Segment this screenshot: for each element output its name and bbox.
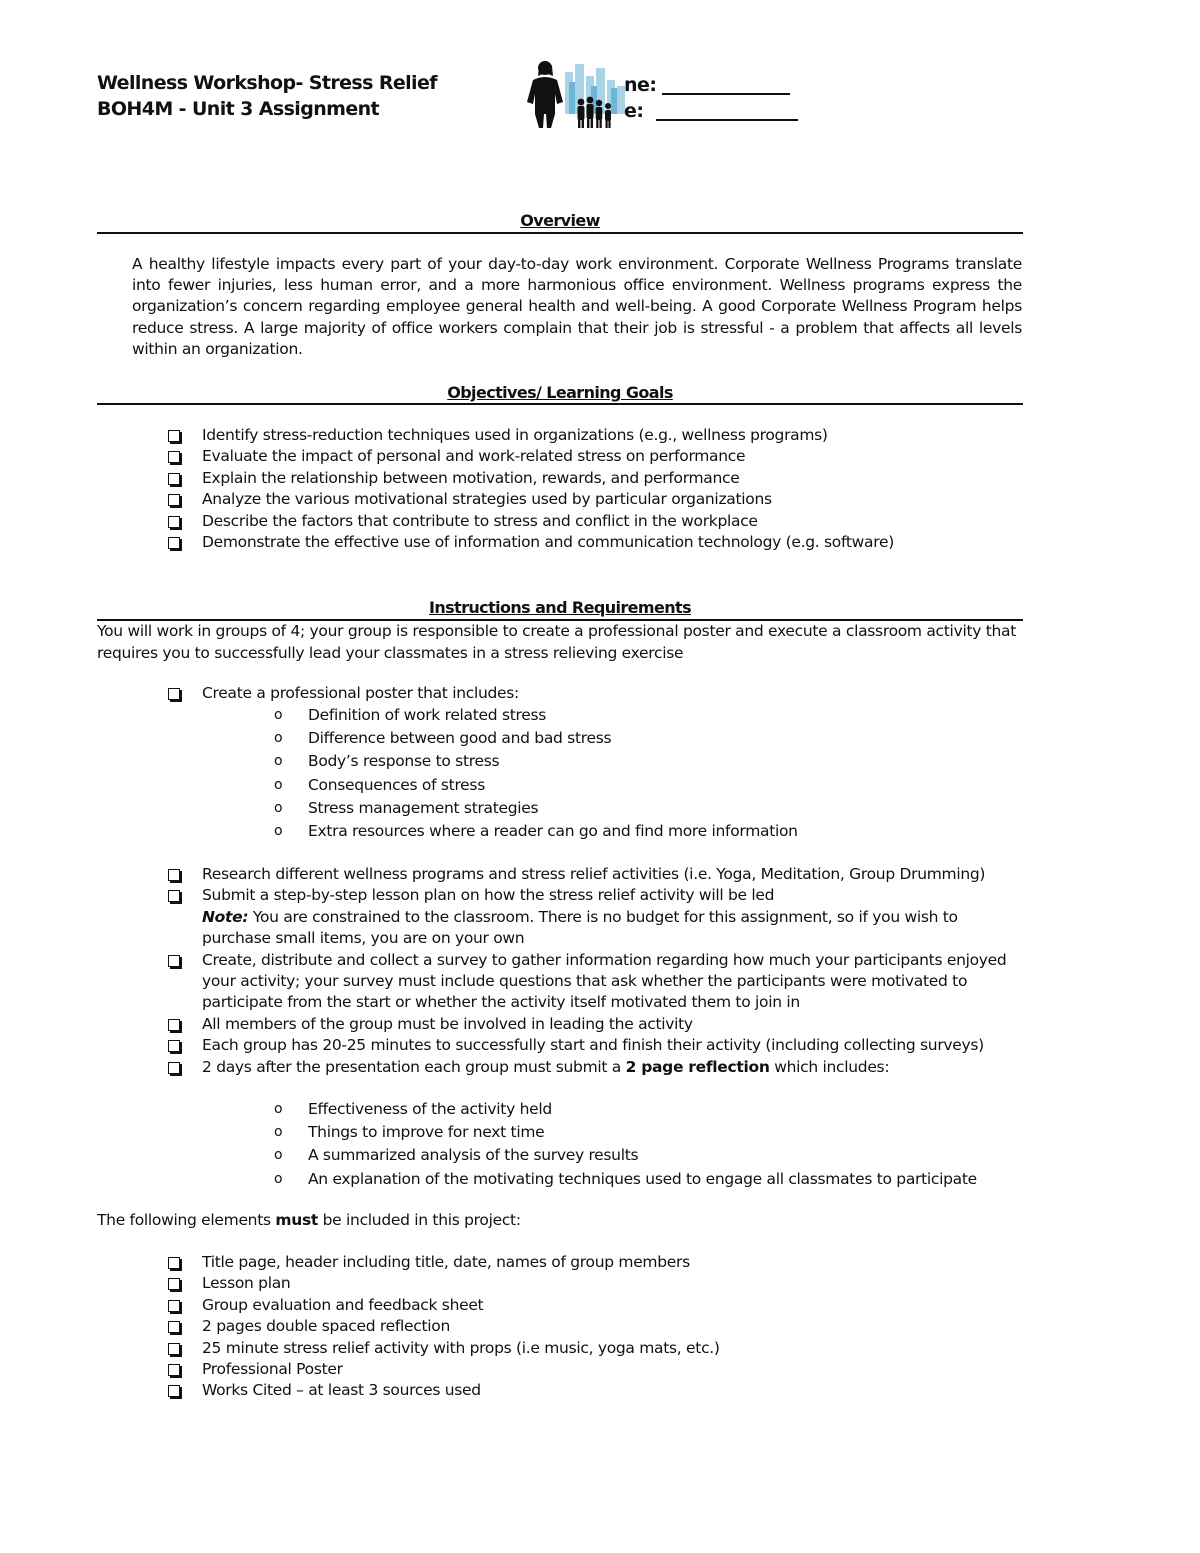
list-item: Create, distribute and collect a survey to gather information regarding how much your participants enjoyed your activity; your survey must include questions that ask whether the participants were motivated to participate from the start or whether the activity itself motivated them to join in [168, 950, 1030, 1014]
checkbox-icon[interactable] [168, 430, 180, 442]
list-item: Identify stress-reduction techniques used in organizations (e.g., wellness programs) [168, 425, 894, 446]
bullet-icon: o [274, 799, 283, 816]
list-item: o A summarized analysis of the survey results [274, 1144, 977, 1167]
list-item: Describe the factors that contribute to stress and conflict in the workplace [168, 511, 894, 532]
list-item: o Body’s response to stress [274, 750, 798, 773]
date-field-label: e: [624, 100, 644, 122]
list-item: o Definition of work related stress [274, 704, 798, 727]
list-item: Title page, header including title, date, names of group members [168, 1252, 720, 1273]
checkbox-icon[interactable] [168, 890, 180, 902]
reflection-subitems [274, 1098, 977, 1191]
poster-subitems [274, 704, 798, 843]
checkbox-icon[interactable] [168, 516, 180, 528]
list-item: o An explanation of the motivating techniques used to engage all classmates to participate [274, 1168, 977, 1191]
bullet-icon: o [274, 823, 283, 840]
list-item: o Difference between good and bad stress [274, 727, 798, 750]
bullet-icon: o [274, 1101, 283, 1117]
list-item: Group evaluation and feedback sheet [168, 1295, 720, 1316]
bullet-icon: o [274, 730, 283, 747]
bullet-icon: o [274, 1124, 283, 1141]
list-item: o Consequences of stress [274, 774, 798, 797]
requirements-list [168, 864, 1030, 1078]
checkbox-icon[interactable] [168, 537, 180, 549]
checkbox-icon[interactable] [168, 1257, 180, 1269]
checkbox-icon[interactable] [168, 1321, 180, 1333]
bullet-icon: o [274, 753, 283, 770]
checkbox-icon[interactable] [168, 1300, 180, 1312]
objectives-list [168, 425, 894, 553]
list-item: Professional Poster [168, 1359, 720, 1380]
list-item: o Stress management strategies [274, 797, 798, 820]
list-item: Works Cited – at least 3 sources used [168, 1380, 720, 1401]
overview-heading: Overview [520, 211, 600, 230]
checkbox-icon[interactable] [168, 451, 180, 463]
checkbox-icon[interactable] [168, 1019, 180, 1031]
note-text: You are constrained to the classroom. There is no budget for this assignment, so if you wish to purchase small items, you are on your own [202, 907, 958, 948]
checkbox-icon[interactable] [168, 473, 180, 485]
list-item: Submit a step-by-step lesson plan on how the stress relief activity will be led Note: You are constrained to the classroom. There is no budget for this assignment, so if you wish to purchase small items, you are on your own [168, 885, 1030, 949]
poster-item [168, 683, 519, 704]
bullet-icon: o [274, 1147, 283, 1164]
list-item: 25 minute stress relief activity with props (i.e music, yoga mats, etc.) [168, 1338, 720, 1359]
bullet-icon: o [274, 1170, 283, 1187]
list-item: Analyze the various motivational strategies used by particular organizations [168, 489, 894, 510]
document-title: Wellness Workshop- Stress Relief [97, 72, 437, 94]
overview-paragraph: A healthy lifestyle impacts every part of your day-to-day work environment. Corporate Wellness Programs translate into fewer injuries, less human error, and a more harmonious office environment. Wellness programs express the organization’s concern regarding employee general health and well-being. A good Corporate Wellness Program helps reduce stress. A large majority of office workers complain that their job is stressful - a problem that affects all levels within an organization. [132, 255, 1022, 358]
checkbox-icon[interactable] [168, 1343, 180, 1355]
checkbox-icon[interactable] [168, 1364, 180, 1376]
name-field-blank[interactable] [662, 93, 790, 95]
list-item: o Things to improve for next time [274, 1121, 977, 1144]
business-people-logo-icon [519, 58, 631, 130]
list-item: Research different wellness programs and stress relief activities (i.e. Yoga, Meditation, Group Drumming) [168, 864, 1030, 885]
checkbox-icon[interactable] [168, 494, 180, 506]
bullet-icon: o [274, 707, 283, 723]
objectives-heading: Objectives/ Learning Goals [447, 383, 673, 402]
bullet-icon: o [274, 776, 283, 793]
checkbox-icon[interactable] [168, 1385, 180, 1397]
elements-intro: The following elements must be included in this project: [97, 1211, 521, 1229]
list-item: 2 pages double spaced reflection [168, 1316, 720, 1337]
list-item: o Effectiveness of the activity held [274, 1098, 977, 1121]
list-item: Create a professional poster that includes: [168, 683, 519, 704]
list-item: Each group has 20-25 minutes to successfully start and finish their activity (including collecting surveys) [168, 1035, 1030, 1056]
checkbox-icon[interactable] [168, 869, 180, 881]
list-item: o Extra resources where a reader can go and find more information [274, 820, 798, 843]
overview-rule [97, 232, 1023, 234]
instructions-heading: Instructions and Requirements [428, 598, 692, 617]
list-item: All members of the group must be involved in leading the activity [168, 1014, 1030, 1035]
date-field-blank[interactable] [656, 119, 798, 121]
note-label: Note: [202, 907, 249, 926]
list-item: 2 days after the presentation each group must submit a 2 page reflection which includes: [168, 1057, 1030, 1078]
list-item: Demonstrate the effective use of information and communication technology (e.g. software) [168, 532, 894, 553]
list-item: Evaluate the impact of personal and work-related stress on performance [168, 446, 894, 467]
checkbox-icon[interactable] [168, 1040, 180, 1052]
checkbox-icon[interactable] [168, 1062, 180, 1074]
objectives-rule [97, 403, 1023, 405]
instructions-intro: You will work in groups of 4; your group is responsible to create a professional poster and execute a classroom activity that requires you to successfully lead your classmates in a stress relieving exercise [97, 622, 1016, 662]
document-subtitle: BOH4M - Unit 3 Assignment [97, 98, 380, 120]
checkbox-icon[interactable] [168, 955, 180, 967]
elements-list [168, 1252, 720, 1402]
list-item: Explain the relationship between motivation, rewards, and performance [168, 468, 894, 489]
checkbox-icon[interactable] [168, 1278, 180, 1290]
list-item: Lesson plan [168, 1273, 720, 1294]
checkbox-icon[interactable] [168, 688, 180, 700]
name-field-label: ne: [624, 74, 657, 96]
